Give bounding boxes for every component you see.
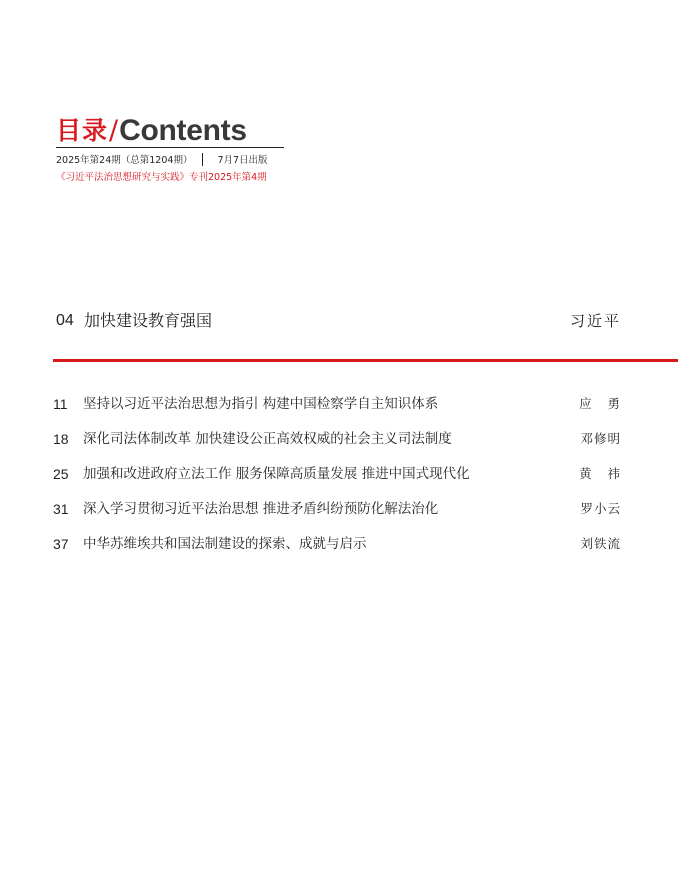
article-title[interactable]: 坚持以习近平法治思想为指引 构建中国检察学自主知识体系 [83, 396, 439, 412]
special-issue-note: 《习近平法治思想研究与实践》专刊2025年第4期 [56, 172, 267, 183]
article-item[interactable] [53, 463, 621, 498]
article-title[interactable]: 深入学习贯彻习近平法治思想 推进矛盾纠纷预防化解法治化 [83, 501, 439, 517]
issue-number: 2025年第24期（总第1204期） [56, 155, 193, 166]
lead-article-page: 04 [56, 312, 74, 329]
article-item[interactable] [53, 533, 621, 568]
title-chinese: 目录 [56, 116, 109, 145]
article-author: 刘铁流 [580, 536, 621, 551]
section-divider [53, 359, 678, 362]
lead-article[interactable] [56, 310, 621, 334]
article-author: 黄 祎 [579, 466, 621, 481]
article-page: 31 [53, 501, 69, 517]
issue-divider [202, 153, 203, 166]
article-page: 37 [53, 536, 69, 552]
lead-article-author: 习近平 [569, 312, 621, 330]
title-english: Contents [119, 114, 247, 147]
article-title[interactable]: 中华苏维埃共和国法制建设的探索、成就与启示 [83, 536, 367, 552]
article-title[interactable]: 深化司法体制改革 加快建设公正高效权威的社会主义司法制度 [83, 431, 452, 447]
article-item[interactable] [53, 393, 621, 428]
article-page: 18 [53, 431, 69, 447]
article-author: 邓修明 [580, 431, 621, 446]
article-author: 罗小云 [580, 501, 621, 516]
article-page: 11 [53, 396, 68, 412]
publish-date: 7月7日出版 [217, 155, 268, 166]
page-title [56, 112, 247, 146]
title-underline [56, 147, 284, 148]
article-author: 应 勇 [579, 396, 621, 411]
article-list [53, 393, 621, 568]
lead-article-title[interactable]: 加快建设教育强国 [84, 311, 213, 330]
article-item[interactable] [53, 498, 621, 533]
article-page: 25 [53, 466, 69, 482]
issue-info [56, 152, 268, 166]
title-slash: / [109, 115, 119, 146]
article-title[interactable]: 加强和改进政府立法工作 服务保障高质量发展 推进中国式现代化 [83, 466, 470, 482]
article-item[interactable] [53, 428, 621, 463]
masthead [56, 112, 268, 183]
